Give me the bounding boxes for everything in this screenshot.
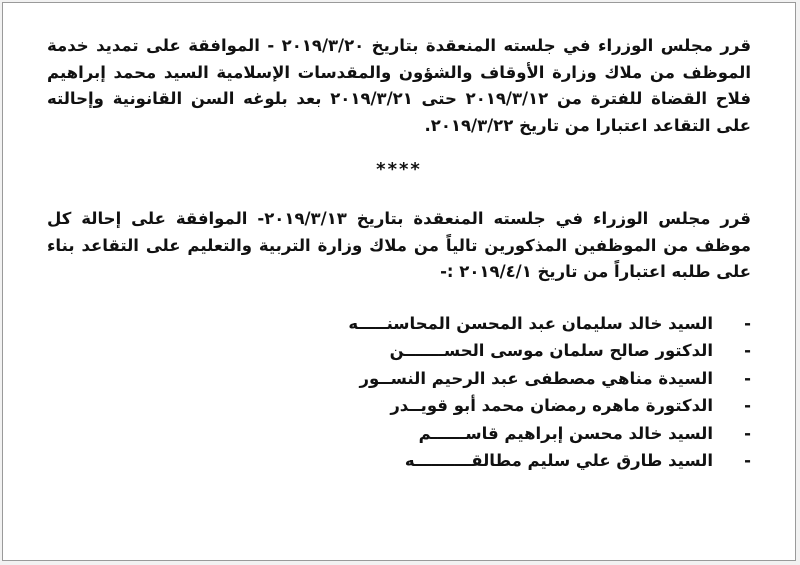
list-item — [47, 310, 751, 338]
retiree-name: السيدة مناهي مصطفى عبد الرحيم النســور — [359, 368, 713, 388]
retiree-name: الدكتور صالح سلمان موسى الحســـــــن — [389, 341, 713, 361]
retiree-list — [47, 310, 751, 475]
list-item — [47, 392, 751, 420]
retiree-name: السيد خالد محسن إبراهيم قاســــــم — [418, 423, 713, 443]
list-item — [47, 365, 751, 393]
decision-paragraph-2: قرر مجلس الوزراء في جلسته المنعقدة بتاريخ ٢٠١٩/٣/١٣- الموافقة على إحالة كل موظف من الموظفين المذكورين تالياً من ملاك وزارة التربية والتعليم على التقاعد بناء على طلبه اعتباراً من تاريخ ٢٠١٩/٤/١ :- — [47, 209, 751, 281]
bullet-dash: - — [744, 396, 751, 416]
retiree-name: السيد طارق علي سليم مطالقــــــــــه — [404, 451, 713, 471]
bullet-dash: - — [744, 341, 751, 361]
list-item — [47, 337, 751, 365]
document-content — [47, 33, 751, 475]
list-item — [47, 447, 751, 475]
decision-paragraph-1: قرر مجلس الوزراء في جلسته المنعقدة بتاريخ ٢٠١٩/٣/٢٠ - الموافقة على تمديد خدمة الموظف من ملاك وزارة الأوقاف والشؤون والمقدسات الإسلامية السيد محمد إبراهيم فلاح القضاة للفترة من ٢٠١٩/٣/١٢ حتى ٢٠١٩/٣/٢١ بعد بلوغه السن القانونية وإحالته على التقاعد اعتبارا من تاريخ ٢٠١٩/٣/٢٢. — [47, 36, 751, 135]
list-item — [47, 420, 751, 448]
section-separator: **** — [376, 159, 422, 180]
bullet-dash: - — [744, 368, 751, 388]
bullet-dash: - — [744, 451, 751, 471]
bullet-dash: - — [744, 423, 751, 443]
retiree-name: الدكتورة ماهره رمضان محمد أبو قويــدر — [390, 396, 713, 416]
retiree-name: السيد خالد سليمان عبد المحسن المحاسنـــــه — [348, 313, 713, 333]
bullet-dash: - — [744, 313, 751, 333]
document-page — [2, 2, 796, 561]
